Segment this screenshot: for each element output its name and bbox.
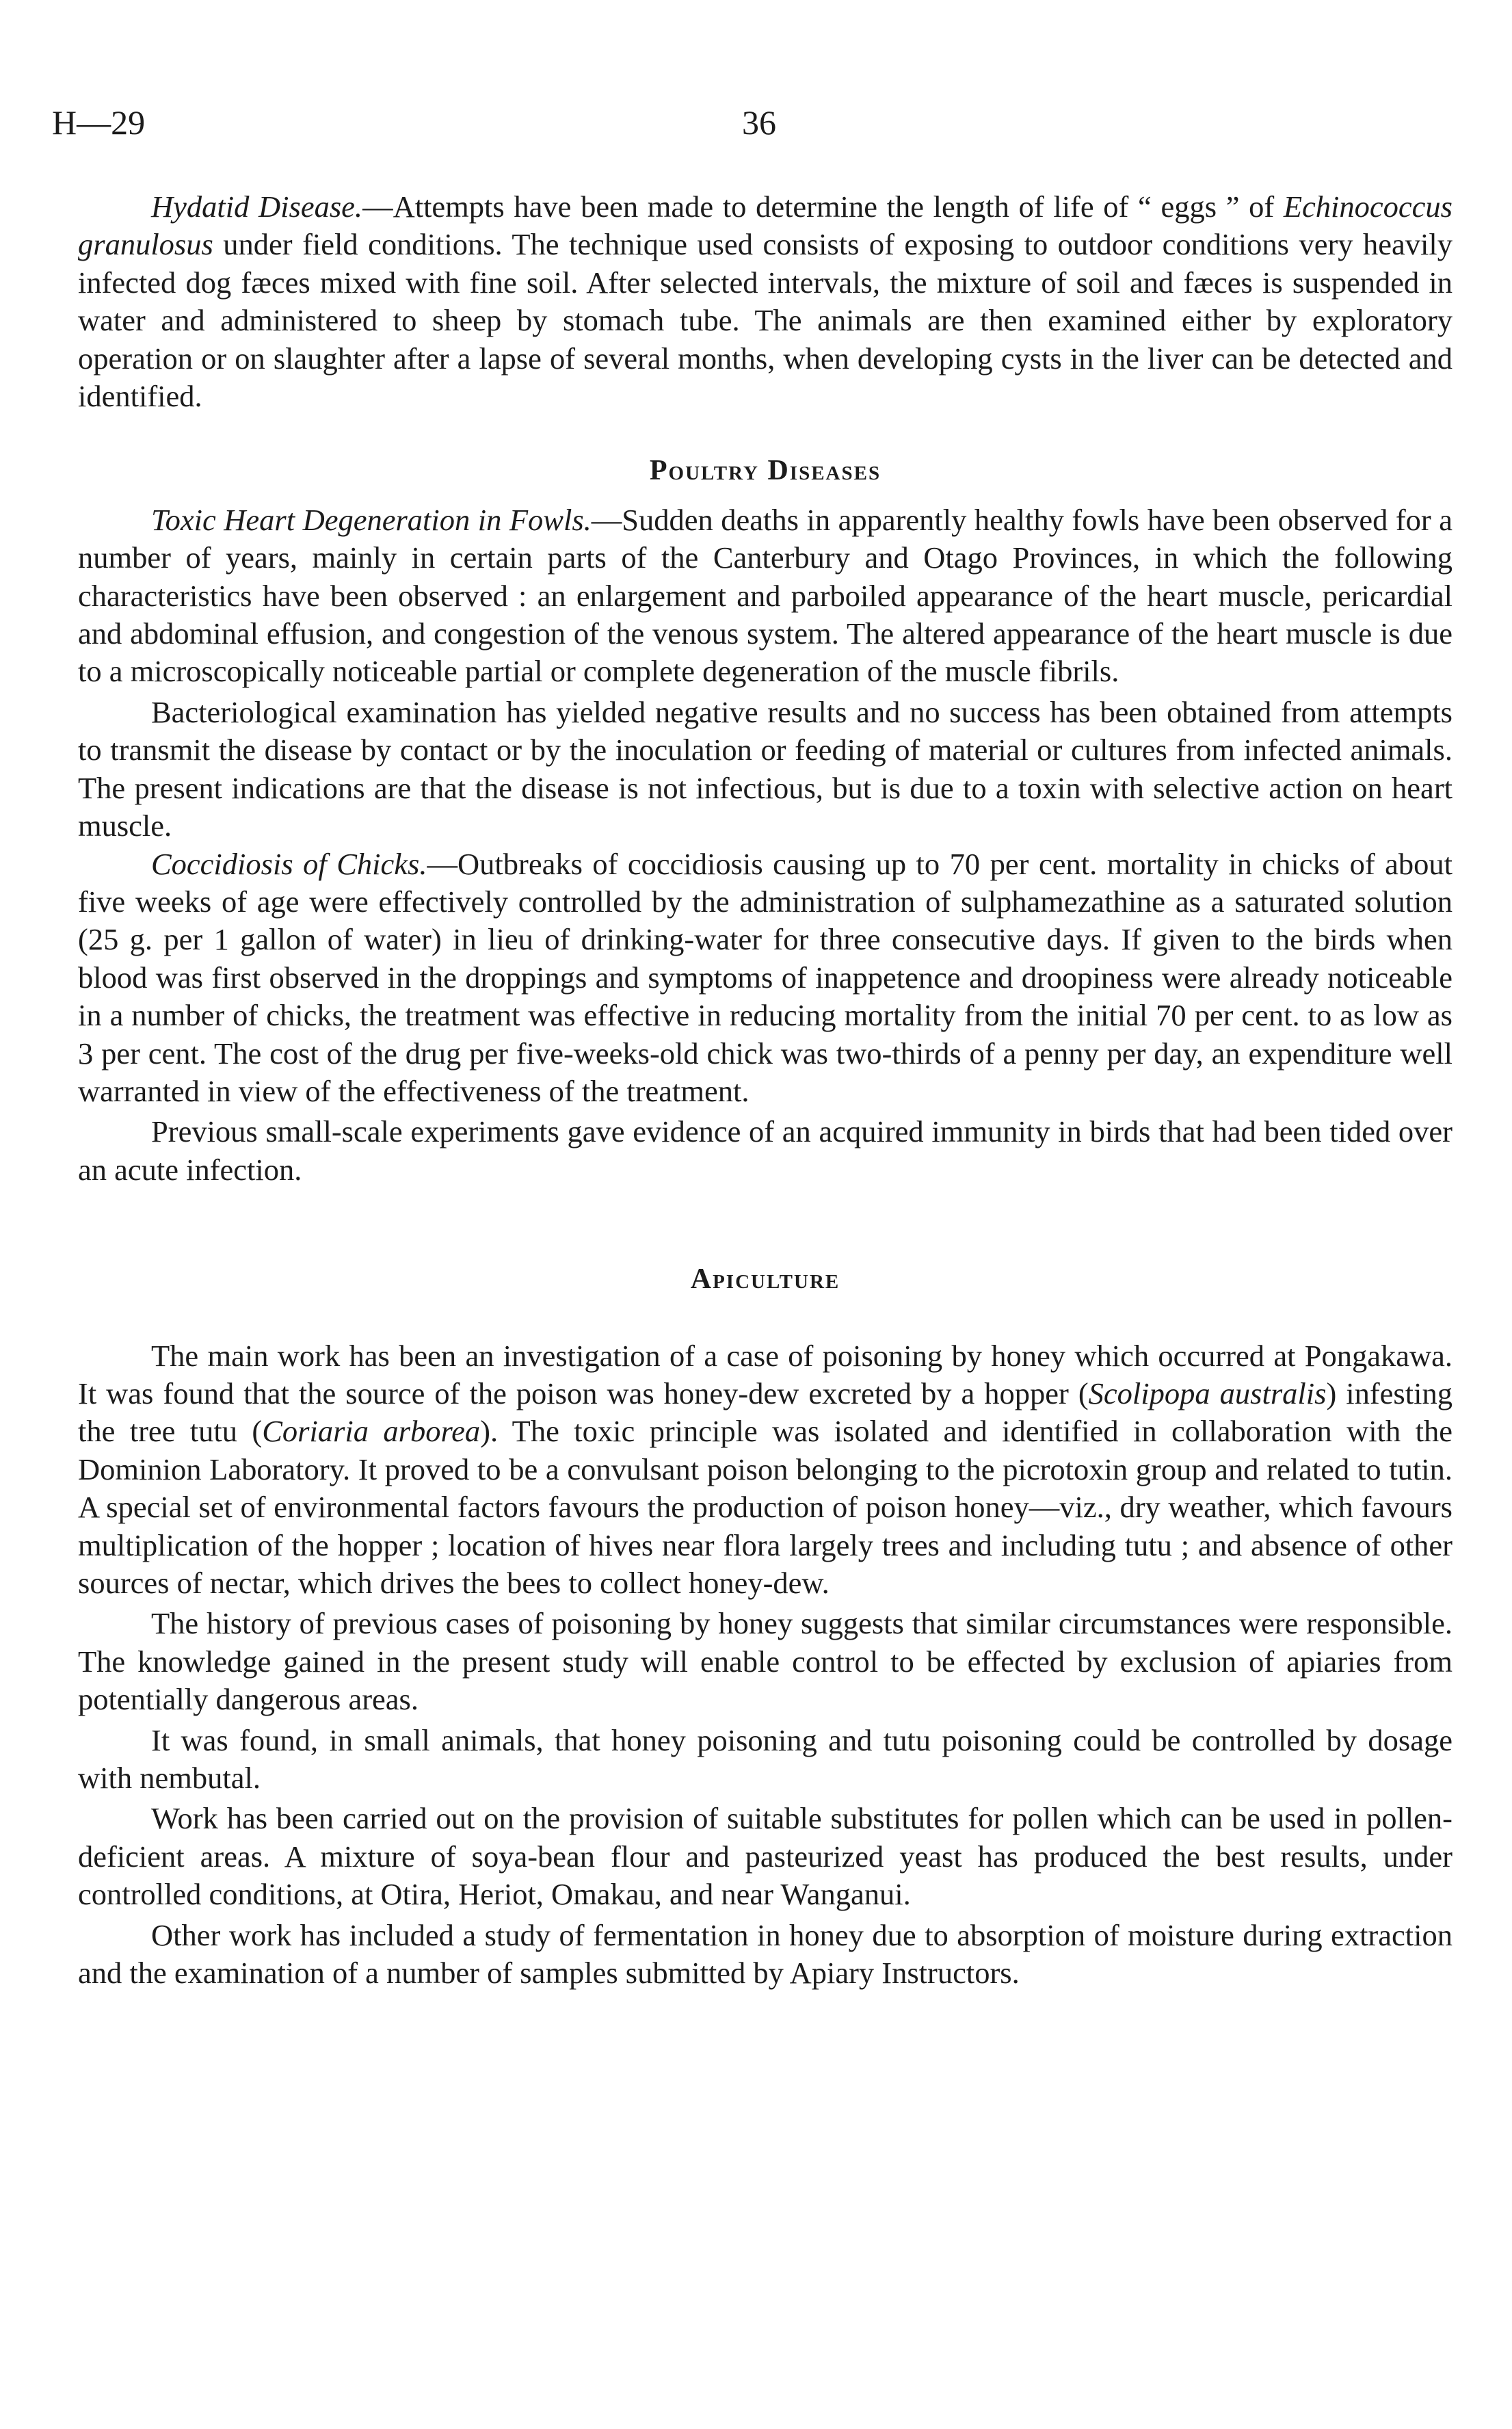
history-paragraph: The history of previous cases of poisoning by honey suggests that similar circumstances were responsible. The knowledge gained in the present study will enable control to be effected by exclusion of apiaries from potentially dangerous areas. [78,1606,1453,1717]
nembutal-paragraph: It was found, in small animals, that honey poisoning and tutu poisoning could be controlled by dosage with nembutal. [78,1722,1453,1796]
hydatid-text-2: under field conditions. The technique used consists of exposing to outdoor conditions very heavily infected dog fæces mixed with fine soil. After selected intervals, the mixture of soil and fæces is suspended in water and administered to sheep by stomach tube. The animals are then examined either by exploratory operation or on slaughter after a lapse of several months, when developing cysts in the liver can be detected and identified. [78,227,1453,414]
toxic-heart-lead: Toxic Heart Degeneration in Fowls. [151,502,592,537]
hydatid-paragraph [78,188,1453,415]
document-reference: H—29 [52,103,146,142]
hopper-species: Scolipopa australis [1088,1376,1327,1410]
toxic-heart-text: —Sudden deaths in apparently healthy fowls have been observed for a number of years, mainly in certain parts of the Canterbury and Otago Provinces, in which the following characteristics have been observed : an enlargement and parboiled appearance of the heart muscle, pericardial and abdominal effusion, and congestion of the venous system. The altered appearance of the heart muscle is due to a microscopically noticeable partial or complete degeneration of the muscle fibrils. [78,502,1453,689]
honey-poisoning-paragraph [78,1337,1453,1603]
hydatid-species: Echinococcus granulosus [78,189,1453,262]
toxic-heart-paragraph [78,501,1453,691]
fermentation-paragraph: Other work has included a study of fermentation in honey due to absorption of moisture during extraction and the examination of a number of samples submitted by Apiary Instructors. [78,1917,1453,1991]
coccidiosis-text: —Outbreaks of coccidiosis causing up to 70 per cent. mortality in chicks of about five weeks of age were effectively controlled by the administration of sulphamezathine as a saturated solution (25 g. per 1 gallon of water) in lieu of drinking-water for three consecutive days. If given to the birds when blood was first observed in the droppings and symptoms of inappetence and droopiness were already noticeable in a number of chicks, the treatment was effective in reducing mortality from the initial 70 per cent. to as low as 3 per cent. The cost of the drug per five-weeks-old chick was two-thirds of a penny per day, an expenditure well warranted in view of the effectiveness of the treatment. [78,846,1453,1108]
immunity-paragraph: Previous small-scale experiments gave evidence of an acquired immunity in birds that had been tided over an acute infection. [78,1114,1453,1187]
running-header [0,103,1512,150]
coccidiosis-lead: Coccidiosis of Chicks. [151,846,427,881]
apiculture-heading: Apiculture [690,1263,840,1296]
page-number: 36 [742,103,776,142]
hydatid-text-1: —Attempts have been made to determine the length of life of “ eggs ” of [362,189,1284,224]
apiculture-p1-part-a: The main work has been an investigation of a case of poisoning by honey which occurred at Pongakawa. It was found that the source of the poison was honey-dew excreted by a hopper ( [78,1338,1453,1410]
apiculture-p1-part-b: ) infesting the tree tutu ( [78,1376,1453,1449]
tree-species: Coriaria arborea [262,1414,481,1449]
page-body [78,188,1453,1992]
poultry-diseases-heading: Poultry Diseases [649,455,881,487]
coccidiosis-paragraph [78,845,1453,1111]
hydatid-lead: Hydatid Disease. [151,189,363,224]
pollen-substitutes-paragraph: Work has been carried out on the provision of suitable substitutes for pollen which can be used in pollen-deficient areas. A mixture of soya-bean flour and pasteurized yeast has produced the best results, under controlled conditions, at Otira, Heriot, Omakau, and near Wanganui. [78,1801,1453,1912]
bacteriology-paragraph: Bacteriological examination has yielded negative results and no success has been obtained from attempts to transmit the disease by contact or by the inoculation or feeding of material or cultures from infected animals. The present indications are that the disease is not infectious, but is due to a toxin with selective action on heart muscle. [78,694,1453,843]
apiculture-p1-part-c: ). The toxic principle was isolated and identified in collaboration with the Dominion Laboratory. It proved to be a convulsant poison belonging to the picrotoxin group and related to tutin. A special set of environmental factors favours the production of poison honey—viz., dry weather, which favours multiplication of the hopper ; location of hives near flora largely trees and including tutu ; and absence of other sources of nectar, which drives the bees to collect honey-dew. [78,1414,1453,1600]
